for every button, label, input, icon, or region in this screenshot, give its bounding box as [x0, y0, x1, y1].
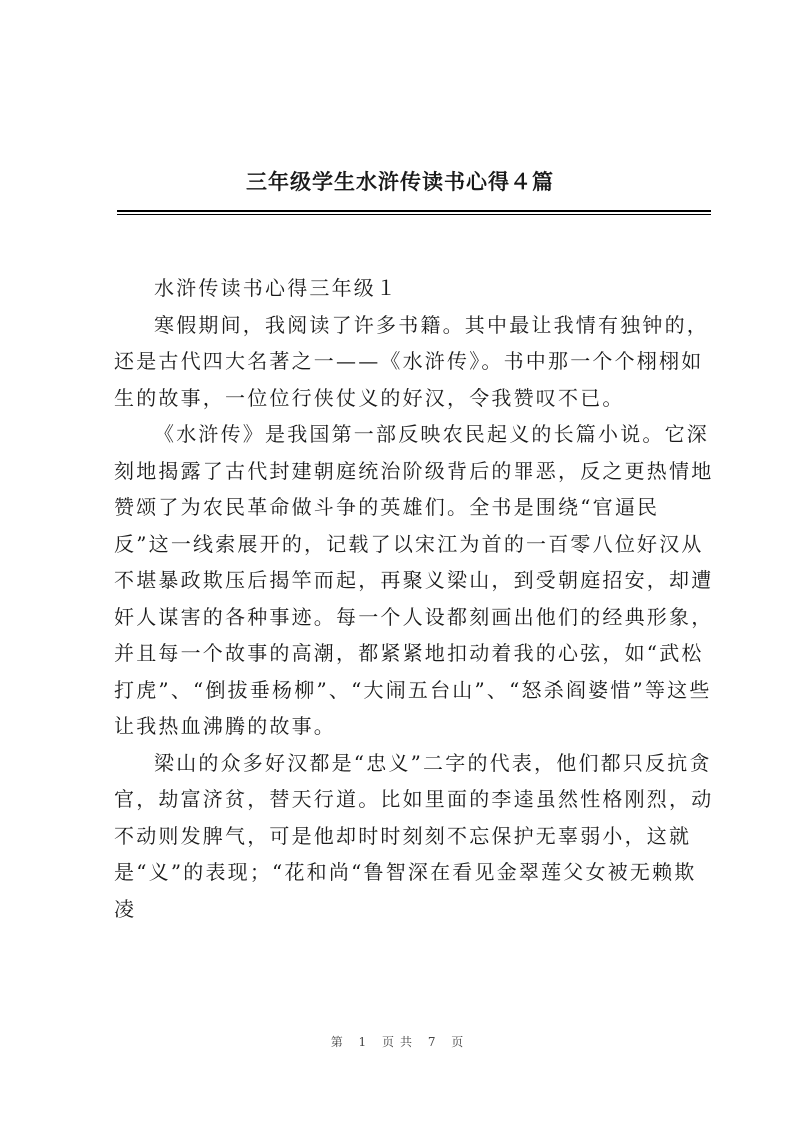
section-heading: 水浒传读书心得三年级１ — [154, 276, 399, 300]
document-body — [114, 270, 714, 927]
paragraph-3: 梁山的众多好汉都是“忠义”二字的代表，他们都只反抗贪官，劫富济贫，替天行道。比如里面的李逵虽然性格刚烈，动不动则发脾气，可是他却时时刻刻不忘保护无辜弱小，这就是“义”的表现；“花和尚“鲁智深在看见金翠莲父女被无赖欺凌 — [114, 750, 714, 921]
page-footer: 第 1 页共 7 页 — [330, 1035, 470, 1049]
paragraph-2: 《水浒传》是我国第一部反映农民起义的长篇小说。它深刻地揭露了古代封建朝庭统治阶级背后的罪恶，反之更热情地赞颂了为农民革命做斗争的英雄们。全书是围绕“官逼民反”这一线索展开的，记载了以宋江为首的一百零八位好汉从不堪暴政欺压后揭竿而起，再聚义梁山，到受朝庭招安，却遭奸人谋害的各种事迹。每一个人设都刻画出他们的经典形象，并且每一个故事的高潮，都紧紧地扣动着我的心弦，如“武松打虎”、“倒拔垂杨柳”、“大闹五台山”、“怒杀阎婆惜”等这些让我热血沸腾的故事。 — [114, 422, 714, 738]
title-rule-thick — [117, 210, 711, 212]
title-rule-thin — [117, 214, 711, 215]
document-title: 三年级学生水浒传读书心得４篇 — [246, 169, 554, 194]
paragraph-1: 寒假期间，我阅读了许多书籍。其中最让我情有独钟的，还是古代四大名著之一——《水浒传》。书中那一个个栩栩如生的故事，一位位行侠仗义的好汉，令我赞叹不已。 — [114, 312, 709, 410]
